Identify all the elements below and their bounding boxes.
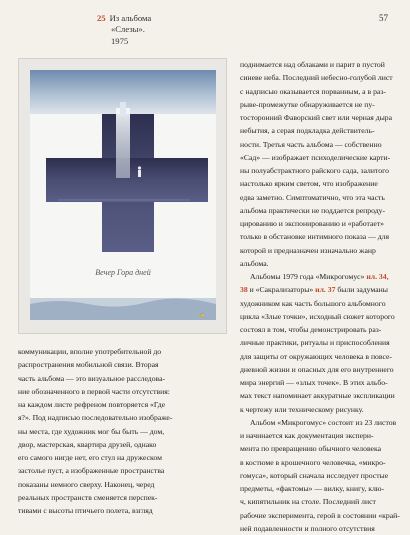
right-text-line [240,230,398,243]
text-run: Альбом «Микрогомус» состоит из 23 листов [250,417,397,427]
artwork-image [18,58,227,334]
right-text-line [240,58,398,71]
right-text-line [240,204,398,217]
figure-caption [97,13,207,47]
right-column-text [240,58,398,535]
figure-reference: ил. 37 [315,285,336,295]
artwork-illustration [18,58,227,334]
right-text-line [240,350,398,363]
right-text-line [240,363,398,376]
text-run: альбома. [240,258,269,268]
text-run: были задуманы [335,285,388,295]
right-text-line [240,456,398,469]
artwork-light-top [120,102,126,116]
left-text-line: тивами с высоты птичьего полета, взгляд [18,506,153,515]
caption-year: 1975 [111,35,129,46]
right-text-line [240,495,398,508]
left-text-line: его самого нигде нет, его стул на дружеском [18,453,162,462]
text-run: с надписью оказывается порванным, а в раз- [240,86,386,96]
text-run: цированию и экспонированию и «работает» [240,219,385,228]
right-text-line [240,85,398,98]
text-run: ности. Третья часть альбома — собственно [240,139,382,149]
right-text-line [240,442,398,455]
right-text-line [240,482,398,495]
text-run: художником как часть большого альбомного [240,298,386,308]
text-run: цикла «Злые точки», исходный сюжет которого [240,311,395,321]
text-run: едва заметно. Симптоматично, что эта часть [240,192,385,202]
text-run: небытия, а серая подкладка действитель- [240,126,375,136]
text-run: рыве-промежутке обнаруживается не пу- [240,99,375,109]
right-text-line [240,323,398,336]
left-text-line: на каждом листе рефреном повторяется «Где [18,400,166,409]
text-run: ней подавленности и полного отсутствия [240,523,375,533]
text-run: ч, кипятильник на столе. Последний лист [240,497,376,507]
right-text-line [240,283,398,296]
right-text-line [240,403,398,416]
svg-text:✍: ✍ [199,312,204,317]
text-run: которой и предназначен изначально жанр [240,245,376,255]
artwork-figure [138,170,141,177]
left-text-line: я?». Под надписью последовательно изображе- [18,413,173,423]
caption-line-2: «Слезы». [111,24,145,35]
left-column-text [18,345,228,517]
text-run: ны полуабстрактного райского сада, залитого [240,166,389,175]
right-text-line [240,191,398,204]
text-run: предметы, «фактомы» — вилку, книгу, клю- [240,484,385,493]
right-text-line [240,376,398,389]
right-text-line [240,389,398,402]
text-run: в костюме в крошечного человечка, «микро- [240,457,386,467]
text-run: и начинается как документация экспери- [240,431,374,440]
right-text-line [240,336,398,349]
right-text-line [240,124,398,137]
text-run: Альбомы 1979 года «Микрогомус» [250,272,367,281]
text-run: гомуса», который сначала исследует простые [240,470,389,480]
left-text-line: ние обозначенного в первой части отсутствия: [18,386,170,396]
right-text-line [240,310,398,323]
figure-reference: ил. 34, [366,272,389,281]
text-run: поднимается над облаками и парит в пустой [240,60,385,69]
right-text-line [240,244,398,257]
left-text-line: реальных пространств сменяется перспек- [18,492,158,502]
text-run: дневной жизни и опасных для его внутреннего [240,364,394,374]
left-text-line: ны места, где художник мог бы быть — дом, [18,426,165,436]
text-run: рабочие эксперимента, герой в состоянии «край- [240,510,400,520]
right-text-line [240,429,398,442]
right-text-line [240,111,398,124]
figure-reference: 38 [240,285,248,295]
text-run: личные практики, ритуалы и приспособления [240,338,390,348]
right-text-line [240,257,398,270]
right-text-line [240,151,398,164]
right-text-line [240,270,398,283]
artwork-handwriting: Вечер Гора дней [95,268,151,277]
right-text-line [240,509,398,522]
text-run: для защиты от окружающих человека в повсе- [240,351,392,361]
right-text-line [240,297,398,310]
right-text-line [240,138,398,151]
left-text-line: показаны немного сверху. Наконец, черед [18,479,155,489]
text-run: синеве неба. Последний небесно-голубой лист [240,73,393,83]
artwork-light-beam [116,108,130,178]
page-number: 57 [379,13,388,23]
caption-line-1: Из альбома [109,13,152,23]
right-text-line [240,164,398,177]
left-text-line: коммуникации, вполне употребительной до [18,347,162,356]
left-text-line: двор, мастерская, квартира друзей, однако [18,439,157,449]
text-run: тосторонний Фаворский свет или черная дыра [240,113,393,122]
text-run: мира энергий — «злых точек». В этих альбо- [240,378,388,387]
right-text-line [240,217,398,230]
left-text-line: застолье пуст, а изображенные пространства [18,466,165,476]
text-run: альбома практически не поддается репроду- [240,205,386,215]
left-text-line: распространения мобильной связи. Вторая [18,360,159,370]
text-run: мах текст напоминает аккуратные экспликации [240,391,395,401]
text-run: настолько ярким светом, что изображение [240,179,378,189]
right-text-line [240,469,398,482]
text-run: состоял в том, чтобы демонстрировать раз- [240,325,382,334]
text-run: «Сад» — изображает психоделические карти- [240,152,391,162]
right-text-line [240,177,398,190]
right-text-line [240,71,398,84]
right-text-line [240,98,398,111]
figure-number: 25 [97,13,106,23]
text-run: только в обстановке интимного показа — для [240,232,390,242]
right-text-line [240,416,398,429]
left-text-line: часть альбома — это визуальное расследова- [18,373,166,383]
right-text-line [240,522,398,535]
text-run: к чертежу или техническому рисунку. [240,404,364,414]
text-run: мента по превращению обычного человека [240,444,381,454]
text-run: и «Сакрализаторы» [247,285,316,295]
